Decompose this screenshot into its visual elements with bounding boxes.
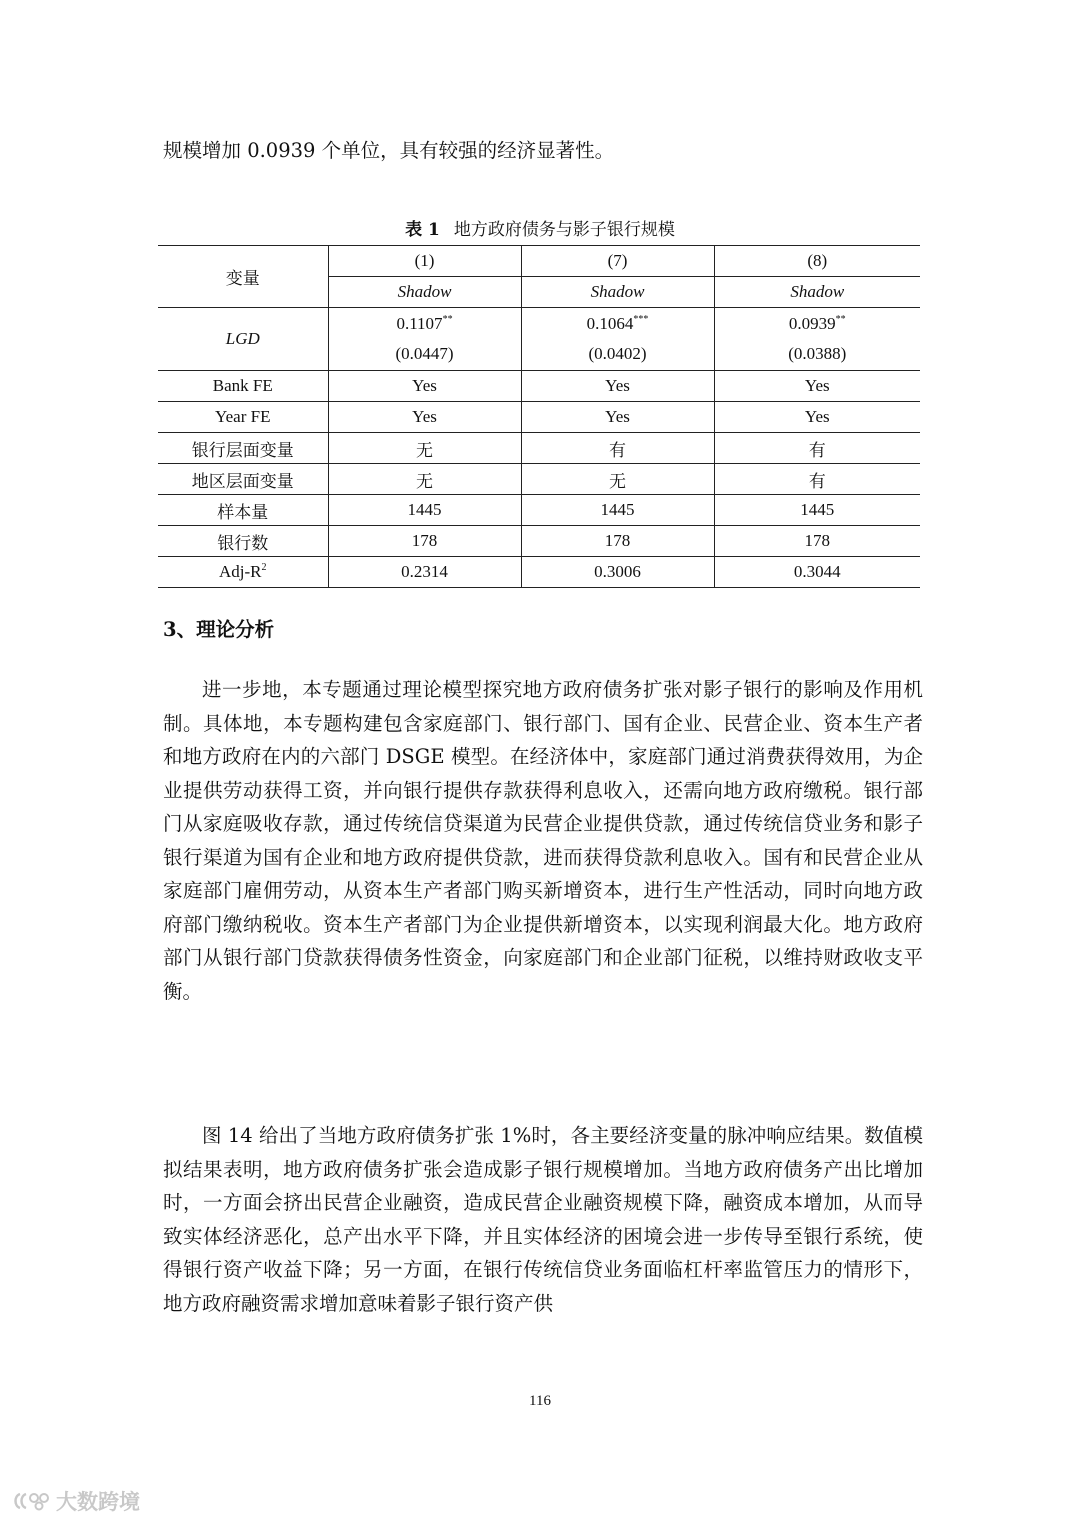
table-cell: 0.3044 <box>714 557 920 588</box>
regression-table <box>158 245 920 588</box>
lgd-stars: ** <box>835 314 846 325</box>
lgd-coef: 0.0939 <box>788 314 836 333</box>
section-heading: 3、理论分析 <box>163 618 275 641</box>
paragraph-2: 图 14 给出了当地方政府债务扩张 1%时，各主要经济变量的脉冲响应结果。数值模拟结果表明，地方政府债务扩张会造成影子银行规模增加。当地方政府债务产出比增加时，一方面会挤出民营企业融资，造成民营企业融资规模下降，融资成本增加，从而导致实体经济恶化，总产出水平下降，并且实体经济的困境会进一步传导至银行系统，使得银行资产收益下降；另一方面，在银行传统信贷业务面临杠杆率监管压力的情形下，地方政府融资需求增加意味着影子银行资产供 <box>163 1124 923 1315</box>
lgd-coef: 0.1064 <box>586 314 634 333</box>
row-label: 地区层面变量 <box>158 464 328 495</box>
lgd-se: (0.0447) <box>395 344 454 363</box>
lgd-cell <box>328 308 521 371</box>
lgd-cell <box>521 308 714 371</box>
col-num: (8) <box>714 246 920 277</box>
table-row-adj-r2 <box>158 557 920 588</box>
lgd-se: (0.0388) <box>788 344 847 363</box>
table-cell: 1445 <box>521 495 714 526</box>
table-cell: 有 <box>714 464 920 495</box>
table-cell: 1445 <box>714 495 920 526</box>
table-caption-title: 地方政府债务与影子银行规模 <box>453 220 675 240</box>
col-dep: Shadow <box>328 277 521 308</box>
table-cell: 178 <box>328 526 521 557</box>
table-row <box>158 495 920 526</box>
table-cell: 178 <box>714 526 920 557</box>
table-caption-label: 表 1 <box>405 220 440 240</box>
row-label: 银行层面变量 <box>158 433 328 464</box>
table-cell: 1445 <box>328 495 521 526</box>
table-cell: 无 <box>328 464 521 495</box>
row-label: Bank FE <box>158 371 328 402</box>
table-row-lgd <box>158 308 920 371</box>
adj-sup: 2 <box>261 562 267 573</box>
table-header-row <box>158 246 920 277</box>
watermark <box>12 1486 140 1516</box>
lgd-cell <box>714 308 920 371</box>
table-row <box>158 402 920 433</box>
table-cell: Yes <box>714 371 920 402</box>
dashu-logo-icon <box>12 1490 52 1512</box>
var-header: 变量 <box>158 246 328 308</box>
table-cell: 178 <box>521 526 714 557</box>
intro-text: 规模增加 0.0939 个单位，具有较强的经济显著性。 <box>163 139 615 162</box>
lgd-coef: 0.1107 <box>396 314 443 333</box>
table-cell: Yes <box>328 371 521 402</box>
col-dep: Shadow <box>714 277 920 308</box>
row-label-adj <box>158 557 328 588</box>
lgd-stars: *** <box>633 314 649 325</box>
table-cell: Yes <box>521 371 714 402</box>
row-label: 银行数 <box>158 526 328 557</box>
col-num: (1) <box>328 246 521 277</box>
row-label: 样本量 <box>158 495 328 526</box>
watermark-text: 大数跨境 <box>56 1490 140 1514</box>
table-cell: 0.2314 <box>328 557 521 588</box>
table-cell: Yes <box>328 402 521 433</box>
col-dep: Shadow <box>521 277 714 308</box>
table-cell: 无 <box>521 464 714 495</box>
paragraph-1: 进一步地，本专题通过理论模型探究地方政府债务扩张对影子银行的影响及作用机制。具体地，本专题构建包含家庭部门、银行部门、国有企业、民营企业、资本生产者和地方政府在内的六部门 DSGE 模型。在经济体中，家庭部门通过消费获得效用，为企业提供劳动获得工资，并向银行提供存款获得利息收入，还需向地方政府缴税。银行部门从家庭吸收存款，通过传统信贷渠道为民营企业提供贷款，通过传统信贷业务和影子银行渠道为国有企业和地方政府提供贷款，进而获得贷款利息收入。国有和民营企业从家庭部门雇佣劳动，从资本生产者部门购买新增资本，进行生产性活动，同时向地方政府部门缴纳税收。资本生产者部门为企业提供新增资本，以实现利润最大化。地方政府部门从银行部门贷款获得债务性资金，向家庭部门和企业部门征税，以维持财政收支平衡。 <box>163 678 923 1003</box>
table-row <box>158 526 920 557</box>
table-caption <box>0 215 1080 240</box>
table-cell: 无 <box>328 433 521 464</box>
page-number: 116 <box>529 1393 551 1409</box>
table-row <box>158 433 920 464</box>
table-row <box>158 464 920 495</box>
lgd-stars: ** <box>442 314 453 325</box>
table-cell: 有 <box>714 433 920 464</box>
table-cell: 有 <box>521 433 714 464</box>
table-cell: Yes <box>521 402 714 433</box>
table-row <box>158 371 920 402</box>
table-cell: Yes <box>714 402 920 433</box>
adj-label: Adj-R <box>219 562 262 581</box>
lgd-se: (0.0402) <box>588 344 647 363</box>
table-cell: 0.3006 <box>521 557 714 588</box>
row-label: Year FE <box>158 402 328 433</box>
row-label: LGD <box>158 308 328 371</box>
col-num: (7) <box>521 246 714 277</box>
